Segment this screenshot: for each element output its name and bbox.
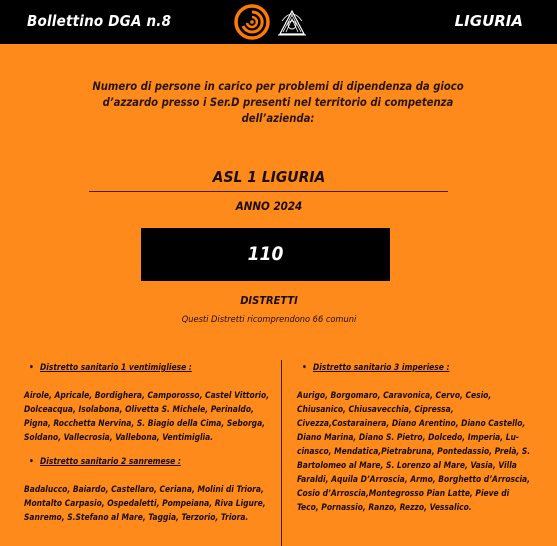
district-item bbox=[24, 360, 274, 444]
district-item bbox=[297, 360, 533, 514]
bullet-icon: • bbox=[29, 362, 34, 372]
bullet-icon: • bbox=[29, 456, 34, 466]
districts-left-column bbox=[24, 360, 274, 534]
districts-subheading: Questi Distretti ricomprendono 66 comuni bbox=[181, 314, 357, 325]
asl-name: ASL 1 LIGURIA bbox=[212, 168, 326, 186]
district-title: Distretto sanitario 2 sanremese : bbox=[40, 456, 181, 466]
institutional-emblem-icon bbox=[276, 8, 308, 38]
districts-heading: DISTRETTI bbox=[240, 294, 298, 307]
district-title: Distretto sanitario 1 ventimigliese : bbox=[40, 362, 192, 372]
region-name: LIGURIA bbox=[454, 12, 523, 30]
divider bbox=[89, 191, 448, 192]
bullet-icon: • bbox=[302, 362, 307, 372]
districts-right-column bbox=[297, 360, 533, 524]
district-towns: Aurigo, Borgomaro, Caravonica, Cervo, Cesio, Chiusanico, Chiusavecchia, Cipressa, Civezza,Costarainera, Diano Arentino, Diano Castello, Diano Marina, Diano S. Pietro, Dolcedo, Imperia, Lu-cinasco, Mendatica,Pietrabruna, Pontedassio, Prelà, S. Bartolomeo al Mare, S. Lorenzo al Mare, Vasia, Villa Faraldi, Aquila D’Arroscia, Armo, Borghetto d’Arroscia, Cosio d’Arroscia,Montegrosso Pian Latte, Pieve di Teco, Pornassio, Ranzo, Rezzo, Vessalico. bbox=[297, 390, 531, 512]
district-item bbox=[24, 454, 274, 524]
district-towns: Airole, Apricale, Bordighera, Camporosso, Castel Vittorio, Dolceacqua, Isolabona, Olivetta S. Michele, Perinaldo, Pigna, Rocchetta Nervina, S. Biagio della Cima, Seborga, Soldano, Vallecrosia, Vallebona, Ventimiglia. bbox=[24, 390, 270, 442]
year-label: ANNO 2024 bbox=[235, 199, 303, 213]
district-title: Distretto sanitario 3 imperiese : bbox=[313, 362, 450, 372]
column-divider bbox=[281, 360, 282, 546]
bulletin-title: Bollettino DGA n.8 bbox=[27, 12, 172, 30]
district-towns: Badalucco, Baiardo, Castellaro, Ceriana, Molini di Triora, Montalto Carpasio, Ospedaletti, Pompeiana, Riva Ligure, Sanremo, S.Stefano al Mare, Taggia, Terzorio, Triora. bbox=[24, 484, 266, 522]
orange-swirl-logo-icon bbox=[232, 4, 272, 40]
patient-count: 110 bbox=[141, 228, 390, 281]
header-bar bbox=[0, 0, 557, 44]
intro-text: Numero di persone in carico per problemi di dipendenza da gioco d’azzardo presso i Ser.D presenti nel territorio di competenza dell’azienda: bbox=[92, 80, 464, 125]
